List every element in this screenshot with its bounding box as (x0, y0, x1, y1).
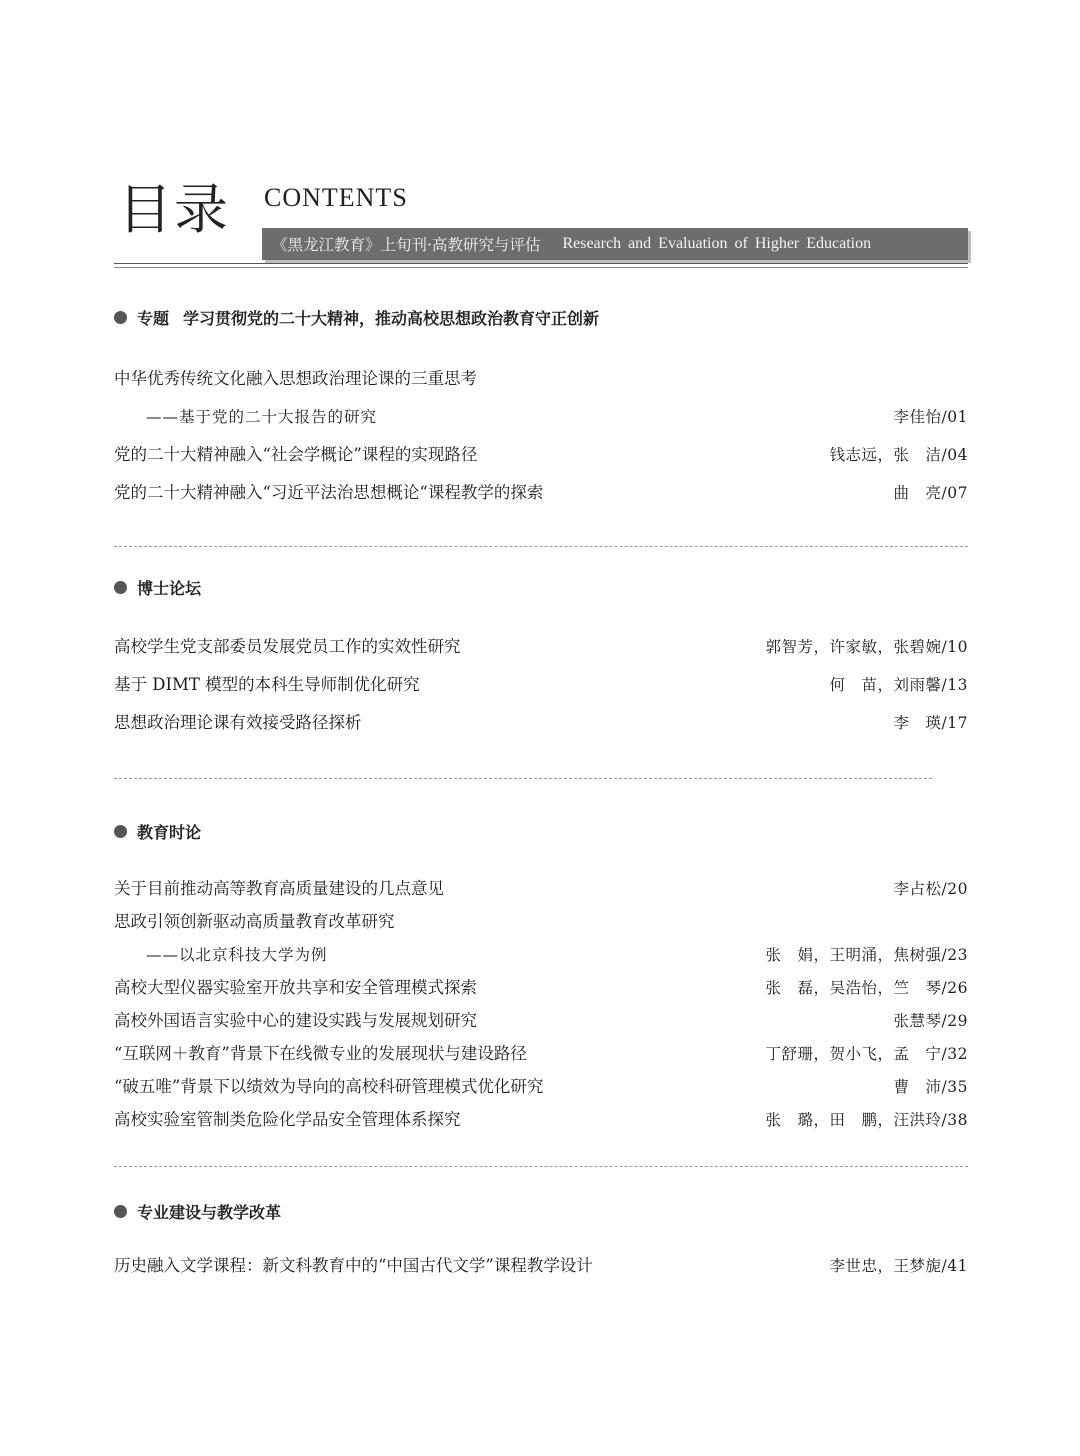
article-authors-page: 张 磊，吴浩怡，竺 琴/26 (765, 979, 968, 997)
article-authors-page: 曹 沛/35 (893, 1078, 968, 1096)
section-divider (114, 778, 932, 779)
article-authors-page: 何 苗，刘雨馨/13 (829, 676, 968, 694)
journal-name-cn: 《黑龙江教育》上旬刊·高教研究与评估 (272, 236, 541, 254)
article-title[interactable]: 关于目前推动高等教育高质量建设的几点意见 (114, 879, 444, 898)
toc-entry-subtitle[interactable] (114, 404, 968, 430)
section-label: 专题 (137, 308, 170, 328)
article-title[interactable]: 高校大型仪器实验室开放共享和安全管理模式探索 (114, 978, 477, 997)
section-title: 学习贯彻党的二十大精神，推动高校思想政治教育守正创新 (183, 308, 600, 328)
toc-entry[interactable] (114, 672, 968, 698)
section-divider (114, 546, 968, 547)
article-title[interactable]: 高校学生党支部委员发展党员工作的实效性研究 (114, 637, 461, 656)
article-title[interactable]: 中华优秀传统文化融入思想政治理论课的三重思考 (114, 369, 477, 388)
section-divider (114, 1166, 968, 1167)
contents-heading: CONTENTS (264, 183, 408, 212)
toc-entry[interactable] (114, 1008, 968, 1034)
bullet-icon (114, 311, 127, 324)
bullet-icon (114, 825, 127, 838)
bullet-icon (114, 581, 127, 594)
article-title[interactable]: 党的二十大精神融入“社会学概论”课程的实现路径 (114, 445, 478, 464)
article-authors-page: 张慧琴/29 (893, 1012, 968, 1030)
article-title[interactable]: 思政引领创新驱动高质量教育改革研究 (114, 912, 395, 931)
article-authors-page: 李占松/20 (893, 880, 968, 898)
toc-entry[interactable] (114, 1107, 968, 1133)
section-heading-doctoral-forum (114, 574, 201, 600)
page-header (0, 0, 1080, 280)
article-subtitle[interactable]: ——基于党的二十大报告的研究 (146, 408, 378, 426)
toc-entry[interactable] (114, 634, 968, 660)
toc-entry[interactable] (114, 1253, 968, 1279)
toc-entry-subtitle[interactable] (114, 942, 968, 968)
article-authors-page: 张 璐，田 鹏，汪洪玲/38 (765, 1111, 968, 1129)
section-heading-special-topic (114, 304, 599, 330)
article-authors-page: 曲 亮/07 (893, 484, 968, 502)
article-authors-page: 钱志远，张 洁/04 (829, 446, 968, 464)
toc-entry[interactable] (114, 876, 968, 902)
article-authors-page: 李佳怡/01 (893, 408, 968, 426)
toc-entry[interactable] (114, 909, 968, 935)
journal-banner (262, 228, 968, 260)
section-heading-education-commentary (114, 818, 201, 844)
toc-entry[interactable] (114, 710, 968, 736)
article-subtitle[interactable]: ——以北京科技大学为例 (146, 946, 328, 964)
toc-entry[interactable] (114, 442, 968, 468)
toc-entry[interactable] (114, 1041, 968, 1067)
article-title[interactable]: 党的二十大精神融入“习近平法治思想概论“课程教学的探索 (114, 483, 544, 502)
article-title[interactable]: 思想政治理论课有效接受路径探析 (114, 713, 362, 732)
article-authors-page: 郭智芳，许家敏，张碧婉/10 (765, 638, 968, 656)
article-title[interactable]: 基于 DIMT 模型的本科生导师制优化研究 (114, 675, 420, 694)
section-title: 专业建设与教学改革 (137, 1202, 282, 1222)
header-rule-thin (114, 267, 968, 268)
article-authors-page: 张 娟，王明涌，焦树强/23 (765, 946, 968, 964)
article-authors-page: 李世忠，王梦旎/41 (829, 1257, 968, 1275)
article-title[interactable]: “互联网＋教育”背景下在线微专业的发展现状与建设路径 (114, 1044, 527, 1063)
article-title[interactable]: 历史融入文学课程：新文科教育中的“中国古代文学”课程教学设计 (114, 1256, 593, 1275)
article-authors-page: 丁舒珊，贺小飞，孟 宁/32 (765, 1045, 968, 1063)
article-title[interactable]: “破五唯”背景下以绩效为导向的高校科研管理模式优化研究 (114, 1077, 544, 1096)
section-title: 博士论坛 (137, 578, 202, 598)
article-title[interactable]: 高校外国语言实验中心的建设实践与发展规划研究 (114, 1011, 477, 1030)
journal-name-en: Research and Evaluation of Higher Education (562, 235, 872, 252)
section-heading-program-construction (114, 1198, 281, 1224)
toc-entry[interactable] (114, 366, 968, 392)
toc-entry[interactable] (114, 1074, 968, 1100)
toc-entry[interactable] (114, 480, 968, 506)
section-title: 教育时论 (137, 822, 202, 842)
bullet-icon (114, 1205, 127, 1218)
article-title[interactable]: 高校实验室管制类危险化学品安全管理体系探究 (114, 1110, 461, 1129)
article-authors-page: 李 瑛/17 (893, 714, 968, 732)
page-title: 目录 (118, 178, 230, 241)
toc-entry[interactable] (114, 975, 968, 1001)
header-rule (114, 263, 968, 264)
